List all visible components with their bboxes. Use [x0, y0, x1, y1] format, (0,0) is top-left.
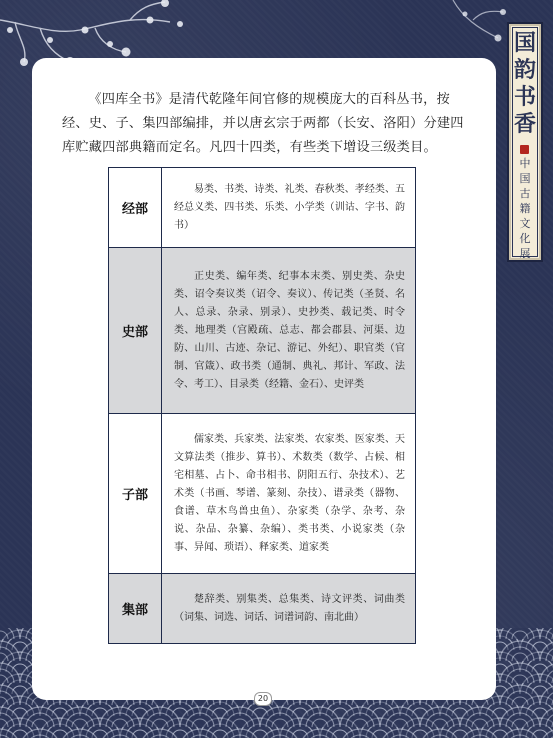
- category-name: 子部: [109, 414, 162, 574]
- siku-catalog-table: [108, 167, 416, 644]
- category-name: 史部: [109, 248, 162, 414]
- subtitle-char: 中: [519, 157, 531, 170]
- category-items: 易类、书类、诗类、礼类、春秋类、孝经类、五经总义类、四书类、乐类、小学类（训诂、字书、韵书）: [162, 168, 416, 248]
- page-number: 20: [254, 692, 272, 706]
- table-row: [109, 414, 416, 574]
- subtitle-char: 籍: [519, 202, 531, 215]
- intro-paragraph: 《四库全书》是清代乾隆年间官修的规模庞大的百科丛书，按经、史、子、集四部编排，并以唐玄宗于两都（长安、洛阳）分建四库贮藏四部典籍而定名。凡四十四类，有些类下增设三级类目。: [62, 92, 464, 155]
- title-char: 香: [513, 111, 536, 137]
- category-name: 经部: [109, 168, 162, 248]
- blossom-sprig-decoration: [443, 0, 513, 60]
- subtitle-char: 国: [519, 172, 531, 185]
- category-name: 集部: [109, 574, 162, 644]
- subtitle-char: 展: [519, 247, 531, 260]
- category-items: 正史类、编年类、纪事本末类、别史类、杂史类、诏令奏议类（诏令、奏议）、传记类（圣贤、名人、总录、杂录、别录）、史抄类、载记类、时令类、地理类（宫殿疏、总志、都会郡县、河渠、边防、山川、古迹、杂记、游记、外纪）、职官类（官制、官箴）、政书类（通制、典礼、邦计、军政、法令、考工）、目录类（经籍、金石）、史评类: [162, 248, 416, 414]
- subtitle-char: 文: [519, 217, 531, 230]
- exhibition-subtitle: [509, 156, 541, 261]
- exhibition-title: [509, 30, 541, 138]
- table-row: [109, 574, 416, 644]
- title-char: 书: [513, 84, 536, 110]
- red-seal-mark: [520, 145, 529, 154]
- category-items: 儒家类、兵家类、法家类、农家类、医家类、天文算法类（推步、算书）、术数类（数学、占候、相宅相墓、占卜、命书相书、阴阳五行、杂技术）、艺术类（书画、琴谱、篆刻、杂技）、谱录类（器物、食谱、草木鸟兽虫鱼）、杂家类（杂学、杂考、杂说、杂品、杂纂、杂编）、类书类、小说家类（杂事、异闻、琐语）、释家类、道家类: [162, 414, 416, 574]
- table-row: [109, 248, 416, 414]
- table-row: [109, 168, 416, 248]
- title-char: 韵: [513, 57, 536, 83]
- exhibition-title-scroll: [507, 22, 543, 262]
- subtitle-char: 化: [519, 232, 531, 245]
- category-items: 楚辞类、别集类、总集类、诗文评类、词曲类（词集、词选、词话、词谱词韵、南北曲）: [162, 574, 416, 644]
- title-char: 国: [513, 30, 536, 56]
- subtitle-char: 古: [519, 187, 531, 200]
